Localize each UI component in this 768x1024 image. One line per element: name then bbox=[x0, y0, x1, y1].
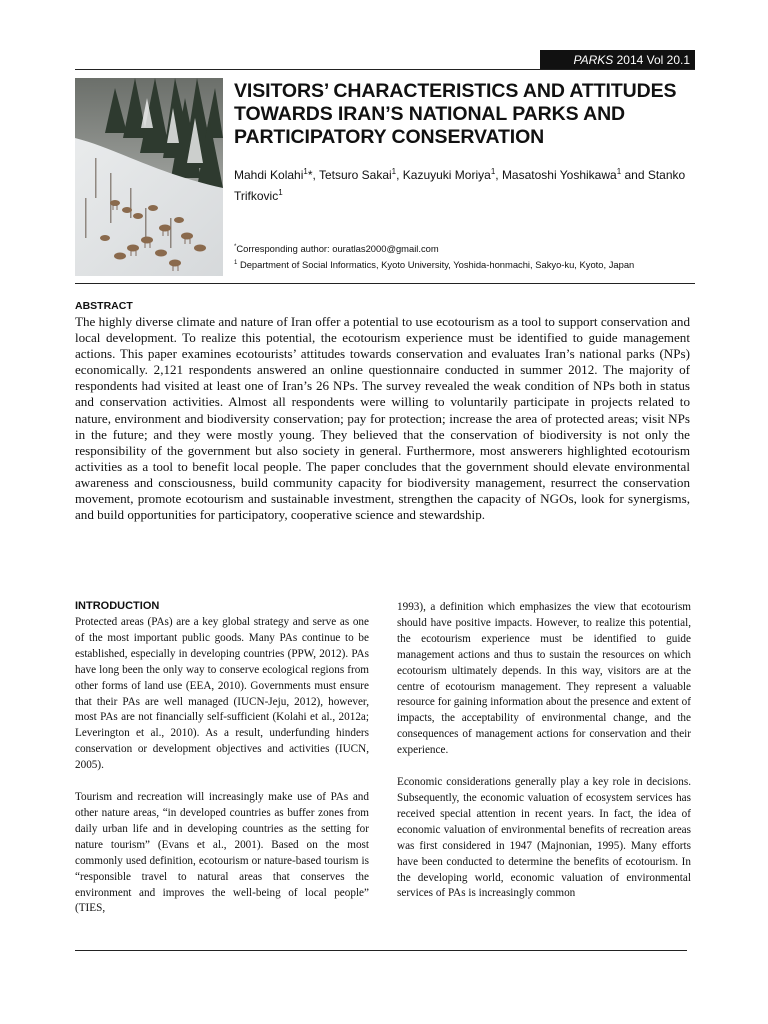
introduction-heading: INTRODUCTION bbox=[75, 600, 160, 612]
author-separator: , bbox=[312, 168, 319, 182]
corresponding-email: Corresponding author: ouratlas2000@gmail.com bbox=[236, 243, 439, 254]
author-list bbox=[234, 163, 694, 205]
author-separator: , bbox=[396, 168, 403, 182]
author-affiliation-number: 1 bbox=[391, 167, 397, 176]
paragraph: Protected areas (PAs) are a key global strategy and serve as one of the most important public goods. Many PAs continue to be established, especially in developing countries (PPW, 2012). PAs have long been the only way to conserve ecological regions from other forms of land use (EEA, 2010). Governments must ensure that their PAs are well managed (IUCN-Jeju, 2012), however, most PAs are not financially self-sufficient (Kolahi et al., 2012a; Leverington et al., 2010). As a result, underfunding hinders conservation or development objectives and activities (IUCN, 2005). bbox=[75, 616, 369, 772]
column-right bbox=[397, 600, 691, 918]
journal-name: PARKS bbox=[573, 53, 614, 67]
author-name: Tetsuro Sakai bbox=[318, 168, 392, 182]
department-affiliation bbox=[234, 256, 694, 272]
corresponding-mark: * bbox=[307, 168, 313, 182]
author-name: Masatoshi Yoshikawa bbox=[501, 168, 617, 182]
top-divider bbox=[75, 69, 695, 70]
author-affiliation-number: 1 bbox=[490, 167, 496, 176]
snowy-hillside-deer-photo bbox=[75, 78, 223, 276]
footer-divider bbox=[75, 950, 687, 951]
author-separator: and bbox=[621, 168, 648, 182]
department-text: Department of Social Informatics, Kyoto University, Yoshida-honmachi, Sakyo-ku, Kyoto, Japan bbox=[239, 259, 635, 270]
paragraph: 1993), a definition which emphasizes the view that ecotourism should have positive impacts. However, to realize this potential, the ecotourism experience must be identified to guide management actions and thus to sustain the resources on which ecotourism ultimately depends. In this way, visitors are at the centre of ecotourism management. They represent a valuable resource for gaining information about the presence and extent of impacts, the acceptability of environmental change, and the consequences of management actions for conservation and their experience. bbox=[397, 601, 691, 757]
author-name: Mahdi Kolahi bbox=[234, 168, 304, 182]
abstract-text: The highly diverse climate and nature of Iran offer a potential to use ecotourism as a tool to support conservation and local development. To realize this potential, the ecotourism experience must be identified to guide management actions. This paper examines ecotourists’ attitudes towards conservation and evaluates Iran’s national parks (NPs) economically. 2,121 respondents answered an online questionnaire conducted in summer 2012. The majority of respondents had visited at least one of Iran’s 26 NPs. The survey revealed the weak condition of NPs both in status and conservation activities. Almost all respondents were willing to voluntarily participate in projects related to nature, environment and biodiversity conservation; pay for protection; increase the area of protected areas; visit NPs in the future; and they were mostly young. They believed that the conservation of biodiversity is not only the responsibility of the government but also society in general. Furthermore, most answerers highlighted ecotourism activities as a tool to benefit local people. The paper concludes that the government should elevate environmental awareness and consciousness, build community capacity for biodiversity management, resurrect the conservation movement, promote ecotourism and sustainable investment, strengthen the capacity of NGOs, look for synergisms, and build opportunities for participatory, cooperative science and stewardship. bbox=[75, 314, 690, 523]
paragraph: Tourism and recreation will increasingly make use of PAs and other nature areas, “in developed countries as buffer zones from daily urban life and in developing countries as the setting for nature tourism” (Evans et al., 2001). Based on the most commonly used definition, ecotourism or nature-based tourism is “responsible travel to natural areas that conserves the environment and improves the well-being of local people” (TIES, bbox=[75, 791, 369, 915]
journal-issue-badge bbox=[540, 50, 695, 70]
author-name: Stanko Trifkovic bbox=[234, 168, 686, 203]
author-name: Kazuyuki Moriya bbox=[402, 168, 491, 182]
author-separator: , bbox=[495, 168, 502, 182]
header-divider bbox=[75, 283, 695, 284]
corresponding-author bbox=[234, 240, 694, 256]
affiliation-number: 1 bbox=[234, 260, 238, 266]
affiliations bbox=[234, 240, 694, 272]
author-affiliation-number: 1 bbox=[616, 167, 622, 176]
corresponding-mark: * bbox=[234, 244, 237, 250]
author-affiliation-number: 1 bbox=[303, 167, 308, 176]
author-affiliation-number: 1 bbox=[278, 188, 283, 197]
journal-issue: 2014 Vol 20.1 bbox=[616, 53, 690, 67]
abstract-heading: ABSTRACT bbox=[75, 300, 133, 312]
article-title: VISITORS’ CHARACTERISTICS AND ATTITUDES TOWARDS IRAN’S NATIONAL PARKS AND PARTICIPATORY CONSERVATION bbox=[234, 80, 677, 148]
paragraph: Economic considerations generally play a key role in decisions. Subsequently, the economic valuation of ecosystem services has received special attention in recent years. In fact, the idea of economic valuation of environmental benefits of recreation areas was first considered in 1947 (Majnonian, 1995). Many efforts have been conducted to determine the benefits of ecotourism. In the developing world, economic valuation of environmental services of PAs is increasingly common bbox=[397, 776, 691, 900]
column-left bbox=[75, 615, 369, 933]
